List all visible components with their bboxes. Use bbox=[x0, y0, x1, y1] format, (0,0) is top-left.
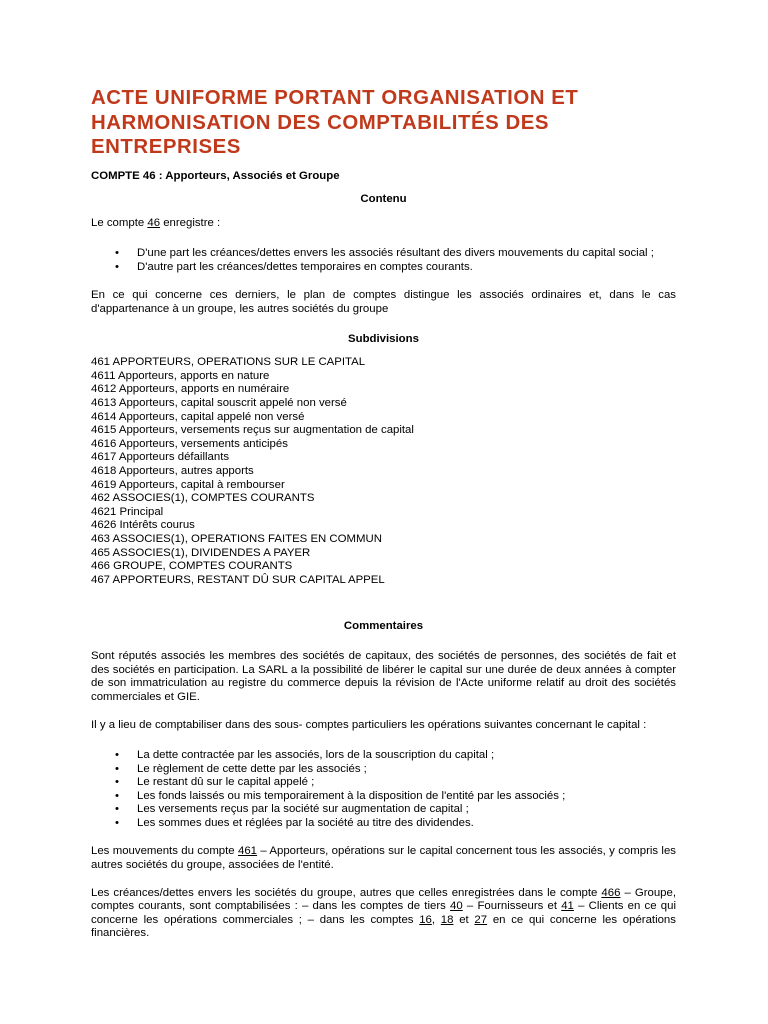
section-heading-contenu: Contenu bbox=[360, 193, 407, 206]
list-item bbox=[91, 776, 676, 790]
subdivision-item: 461 APPORTEURS, OPERATIONS SUR LE CAPITAL bbox=[91, 356, 366, 369]
paragraph-text: – Apporteurs, opérations sur le capital concernent tous les associés, y compris les autres sociétés du groupe, associées de l'entité. bbox=[91, 845, 676, 872]
list-item bbox=[91, 261, 676, 275]
subdivision-item: 4613 Apporteurs, capital souscrit appelé non versé bbox=[91, 397, 347, 410]
bullet-icon: • bbox=[115, 776, 119, 789]
paragraph-text: – Groupe, comptes courants, sont comptabilisées : – dans les comptes de tiers bbox=[91, 886, 676, 913]
commentaires-paragraph-1: Sont réputés associés les membres des sociétés de capitaux, des sociétés de personnes, des sociétés de fait et des sociétés en participation. La SARL a la possibilité de libérer le capital sur une durée de deux années à compter de son immatriculation au registre du commerce depuis la révision de l'Acte uniforme relatif au droit des sociétés commerciales et GIE. bbox=[91, 649, 676, 703]
subdivision-item: 4614 Apporteurs, capital appelé non versé bbox=[91, 410, 305, 423]
account-link-41[interactable]: 41 bbox=[561, 900, 574, 913]
paragraph-text: Les créances/dettes envers les sociétés du groupe, autres que celles enregistrées dans le compte bbox=[91, 886, 602, 899]
account-link-27[interactable]: 27 bbox=[474, 913, 488, 926]
bullet-icon: • bbox=[115, 803, 119, 816]
document-title: ACTE UNIFORME PORTANT ORGANISATION ET HARMONISATION DES COMPTABILITÉS DES ENTREPRISES bbox=[91, 87, 579, 158]
subdivision-item: 4619 Apporteurs, capital à rembourser bbox=[91, 478, 285, 491]
list-item bbox=[91, 763, 676, 777]
bullet-icon: • bbox=[115, 748, 119, 761]
list-item-text: D'une part les créances/dettes envers les associés résultant des divers mouvements du capital social ; bbox=[137, 247, 654, 260]
subdivision-item: 4615 Apporteurs, versements reçus sur augmentation de capital bbox=[91, 424, 414, 437]
list-item bbox=[91, 790, 676, 804]
section-heading-commentaires: Commentaires bbox=[343, 620, 424, 633]
subdivision-item: 4618 Apporteurs, autres apports bbox=[91, 465, 254, 477]
contenu-intro-text: Le compte bbox=[91, 216, 148, 229]
subdivision-item: 467 APPORTEURS, RESTANT DÛ SUR CAPITAL APPEL bbox=[91, 573, 385, 586]
bullet-icon: • bbox=[115, 260, 119, 273]
bullet-icon: • bbox=[115, 762, 119, 775]
paragraph-text: Les mouvements du compte bbox=[91, 845, 238, 858]
paragraph-text: en ce qui concerne les opérations financières. bbox=[91, 913, 676, 940]
subdivision-item: 465 ASSOCIES(1), DIVIDENDES A PAYER bbox=[91, 546, 311, 559]
paragraph-text: – Fournisseurs et bbox=[462, 900, 562, 913]
subdivision-item: 4616 Apporteurs, versements anticipés bbox=[91, 437, 288, 450]
subdivision-item: 4611 Apporteurs, apports en nature bbox=[91, 369, 270, 382]
account-link-16[interactable]: 16 bbox=[419, 913, 432, 926]
contenu-intro-text-end: enregistre : bbox=[160, 216, 221, 229]
account-link-461[interactable]: 461 bbox=[238, 845, 258, 858]
bullet-icon: • bbox=[115, 789, 119, 802]
account-link-18[interactable]: 18 bbox=[440, 913, 454, 926]
list-item-text: D'autre part les créances/dettes temporaires en comptes courants. bbox=[137, 260, 473, 273]
account-heading: COMPTE 46 : Apporteurs, Associés et Groupe bbox=[91, 169, 340, 182]
commentaires-paragraph-2: Il y a lieu de comptabiliser dans des sous- comptes particuliers les opérations suivantes concernant le capital : bbox=[91, 719, 647, 732]
contenu-paragraph: En ce qui concerne ces derniers, le plan de comptes distingue les associés ordinaires et, dans le cas d'appartenance à un groupe, les autres sociétés du groupe bbox=[91, 289, 676, 316]
subdivision-item: 4617 Apporteurs défaillants bbox=[91, 451, 230, 464]
paragraph-text: – Clients en ce qui concerne les opérations commerciales ; – dans les comptes bbox=[91, 900, 676, 926]
bullet-icon: • bbox=[115, 247, 119, 260]
capital-operations-list bbox=[91, 749, 676, 831]
contenu-bullet-list bbox=[91, 247, 676, 274]
account-link-46[interactable]: 46 bbox=[147, 216, 161, 229]
paragraph-text: et bbox=[453, 913, 475, 926]
subdivision-item: 463 ASSOCIES(1), OPERATIONS FAITES EN COMMUN bbox=[91, 532, 382, 545]
section-heading-subdivisions: Subdivisions bbox=[348, 332, 419, 345]
list-item-text: Les fonds laissés ou mis temporairement à la disposition de l'entité par les associés ; bbox=[137, 789, 566, 802]
list-item-text: Les sommes dues et réglées par la société au titre des dividendes. bbox=[137, 816, 474, 829]
subdivision-item: 4621 Principal bbox=[91, 505, 164, 518]
contenu-intro bbox=[91, 217, 676, 231]
list-item-text: Le règlement de cette dette par les associés ; bbox=[137, 762, 367, 775]
commentaires-paragraph-3 bbox=[91, 845, 676, 872]
subdivision-item: 466 GROUPE, COMPTES COURANTS bbox=[91, 560, 293, 573]
account-link-40[interactable]: 40 bbox=[450, 900, 463, 913]
list-item bbox=[91, 247, 676, 261]
subdivision-item: 4612 Apporteurs, apports en numéraire bbox=[91, 383, 290, 396]
list-item-text: La dette contractée par les associés, lors de la souscription du capital ; bbox=[137, 748, 495, 761]
account-link-466[interactable]: 466 bbox=[601, 886, 621, 899]
commentaires-paragraph-4 bbox=[91, 887, 676, 941]
list-item-text: Les versements reçus par la société sur augmentation de capital ; bbox=[137, 803, 469, 816]
list-item bbox=[91, 817, 676, 831]
subdivision-item: 462 ASSOCIES(1), COMPTES COURANTS bbox=[91, 492, 315, 505]
list-item bbox=[91, 803, 676, 817]
list-item-text: Le restant dû sur le capital appelé ; bbox=[137, 776, 315, 789]
subdivision-item: 4626 Intérêts courus bbox=[91, 519, 195, 532]
bullet-icon: • bbox=[115, 816, 119, 829]
paragraph-text: , bbox=[431, 913, 441, 926]
list-item bbox=[91, 749, 676, 763]
subdivision-list bbox=[91, 356, 676, 587]
document-body bbox=[91, 86, 676, 941]
